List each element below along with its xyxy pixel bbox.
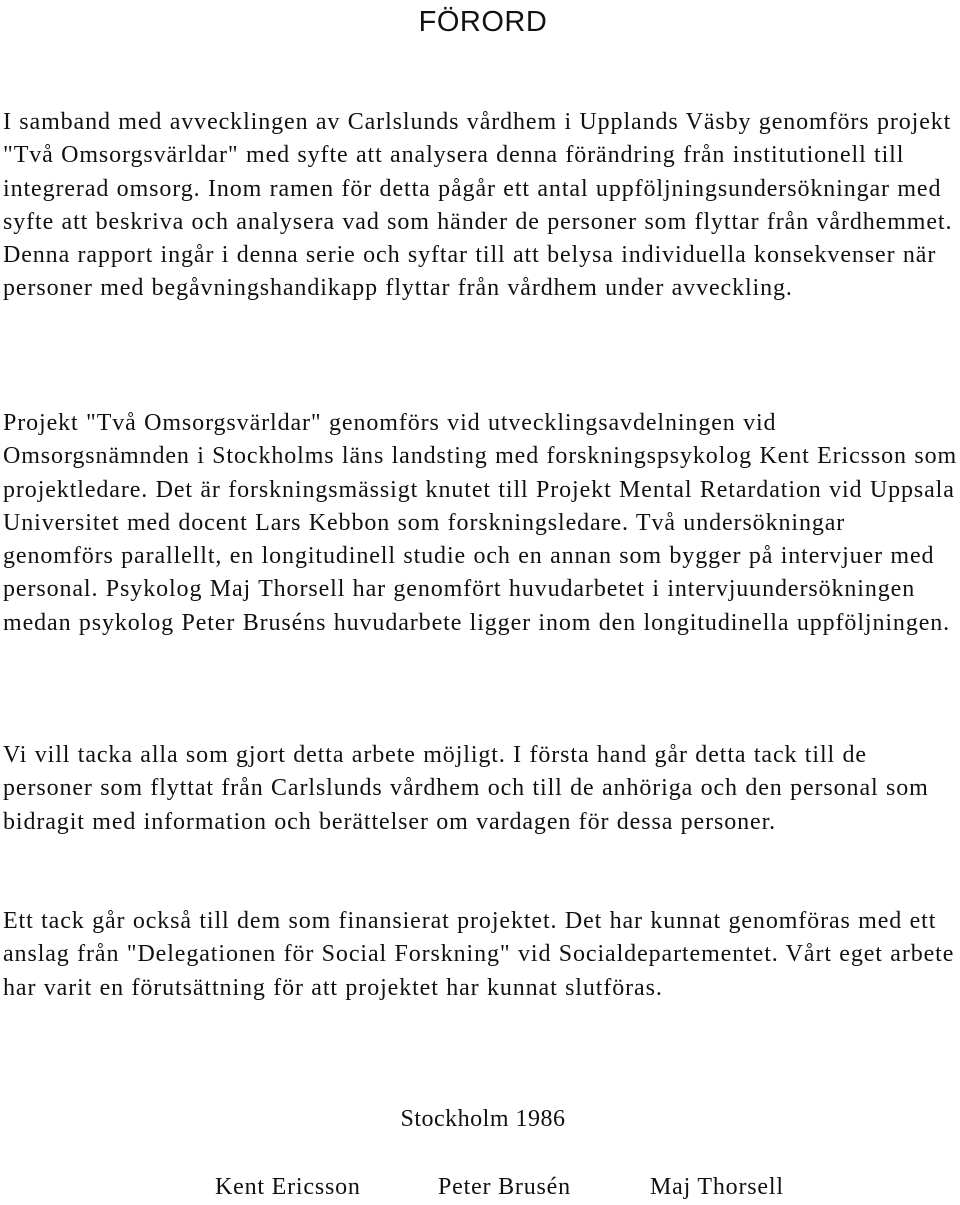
paragraph-thanks: Vi vill tacka alla som gjort detta arbete möjligt. I första hand går detta tack till de personer som flyttat från Carlslunds vårdhem och till de anhöriga och den personal som bidragit med information och berättelser om vardagen för dessa personer. <box>3 742 929 835</box>
signature-kent-ericsson: Kent Ericsson <box>215 1174 361 1200</box>
place-date: Stockholm 1986 <box>400 1106 566 1132</box>
paragraph-background: I samband med avvecklingen av Carlslunds vårdhem i Upplands Väsby genomförs projekt "Två Omsorgsvärldar" med syfte att analysera denna förändring från institutionell till integrerad omsorg. Inom ramen för detta pågår ett antal uppföljningsundersökningar med syfte att beskriva och analysera vad som händer de personer som flyttar från vårdhemmet. Denna rapport ingår i denna serie och syftar till att belysa individuella konsekvenser när personer med begåvningshandikapp flyttar från vårdhem under avveckling. <box>3 109 953 302</box>
paragraph-funding: Ett tack går också till dem som finansierat projektet. Det har kunnat genomföras med ett anslag från "Delegationen för Social Forskning" vid Socialdepartementet. Vårt eget arbete har varit en förutsättning för att projektet har kunnat slutföras. <box>3 908 955 1001</box>
signature-peter-brusen: Peter Brusén <box>438 1174 571 1200</box>
page-title: FÖRORD <box>418 6 548 38</box>
signature-maj-thorsell: Maj Thorsell <box>650 1174 784 1200</box>
paragraph-project: Projekt "Två Omsorgsvärldar" genomförs vid utvecklingsavdelningen vid Omsorgsnämnden i Stockholms läns landsting med forskningspsykolog Kent Ericsson som projektledare. Det är forskningsmässigt knutet till Projekt Mental Retardation vid Uppsala Universitet med docent Lars Kebbon som forskningsledare. Två undersökningar genomförs parallellt, en longitudinell studie och en annan som bygger på intervjuer med personal. Psykolog Maj Thorsell har genomfört huvudarbetet i intervjuundersökningen medan psykolog Peter Bruséns huvudarbete ligger inom den longitudinella uppföljningen. <box>3 410 958 636</box>
